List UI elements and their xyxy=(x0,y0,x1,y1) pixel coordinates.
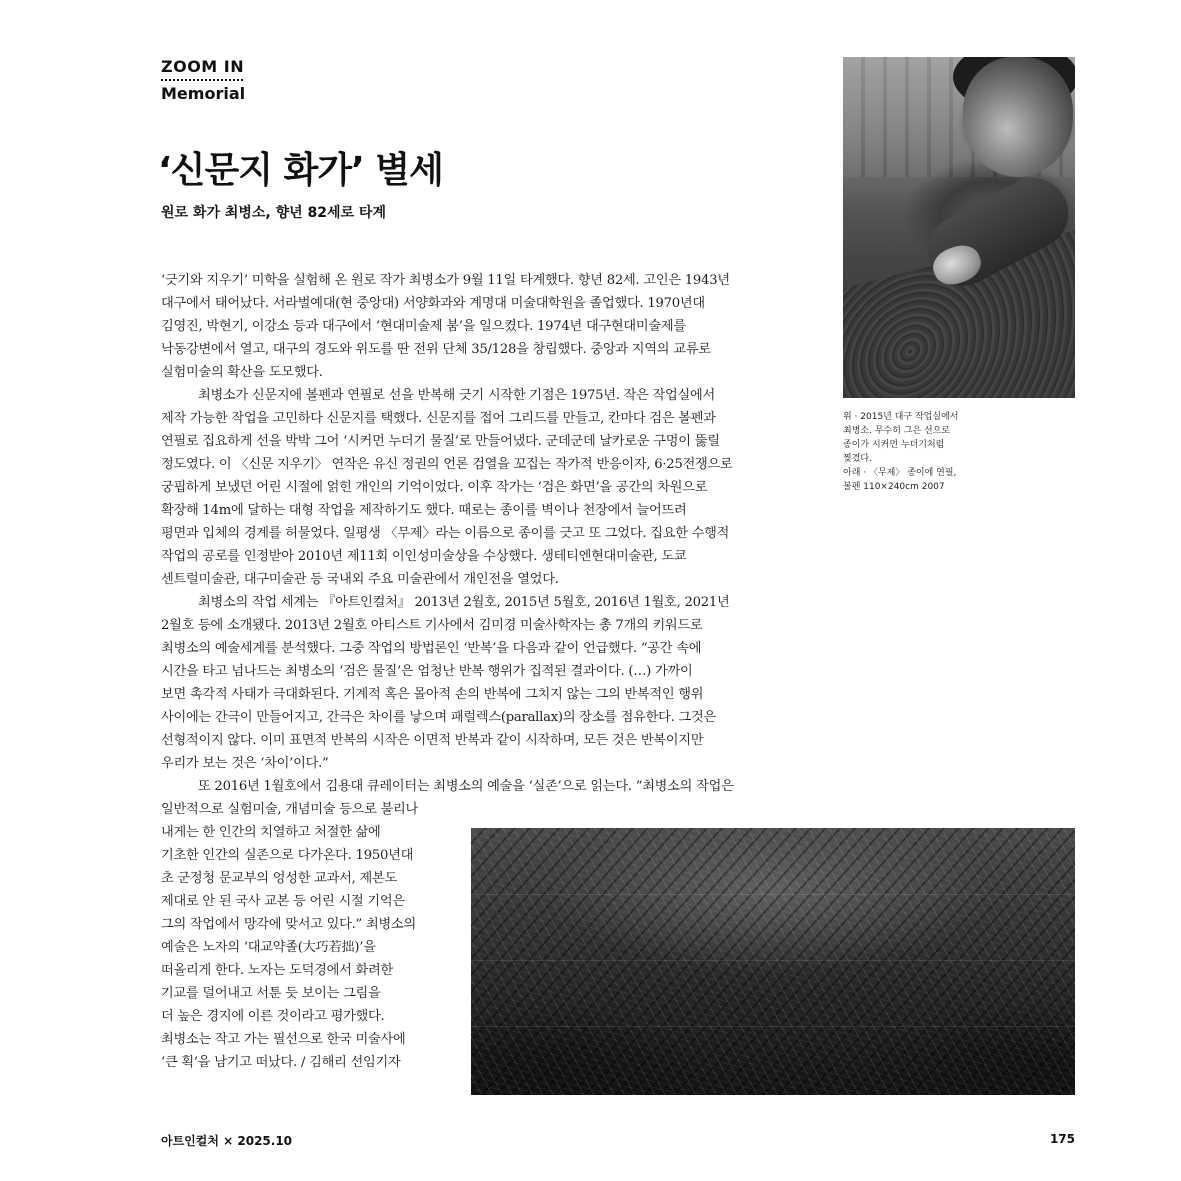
body-line: 떠올리게 한다. 노자는 도덕경에서 화려한 xyxy=(161,963,394,978)
article-headline: ‘신문지 화가’ 별세 xyxy=(158,150,443,191)
body-line: 예술은 노자의 ‘대교약졸(大巧若拙)’을 xyxy=(161,940,376,955)
caption-line: 볼펜 110×240cm 2007 xyxy=(843,482,945,492)
body-line: 센트럴미술관, 대구미술관 등 국내외 주요 미술관에서 개인전을 열었다. xyxy=(161,572,559,587)
body-line: 제작 가능한 작업을 고민하다 신문지를 택했다. 신문지를 접어 그리드를 만들고, 칸마다 검은 볼펜과 xyxy=(161,411,716,426)
article-subhead: 원로 화가 최병소, 향년 82세로 타계 xyxy=(161,205,386,221)
body-line: ‘긋기와 지우기’ 미학을 실험해 온 원로 작가 최병소가 9월 11일 타계했다. 향년 82세. 고인은 1943년 xyxy=(161,273,730,288)
artwork-seam xyxy=(471,1026,1075,1027)
photo-caption xyxy=(843,410,958,494)
body-line: 사이에는 간극이 만들어지고, 간극은 차이를 낳으며 패럴렉스(parallax)의 장소를 점유한다. 그것은 xyxy=(161,710,716,725)
body-line: 기초한 인간의 실존으로 다가온다. 1950년대 xyxy=(161,848,414,863)
caption-line: 종이가 시커먼 누더기처럼 xyxy=(843,440,945,450)
body-line: 연필로 집요하게 선을 박박 그어 ‘시커먼 누더기 물질’로 만들어냈다. 군데군데 날카로운 구멍이 뚫릴 xyxy=(161,434,720,449)
body-line: 일반적으로 실험미술, 개념미술 등으로 불리나 xyxy=(161,802,419,817)
photo-artist-head xyxy=(963,57,1073,177)
artwork-seam xyxy=(471,960,1075,961)
body-line: 평면과 입체의 경계를 허물었다. 일평생 〈무제〉라는 이름으로 종이를 긋고 또 그었다. 집요한 수행적 xyxy=(161,526,730,541)
body-line: 그의 작업에서 망각에 맞서고 있다.” 최병소의 xyxy=(161,917,416,932)
body-line: 우리가 보는 것은 ‘차이’이다.” xyxy=(161,756,329,771)
body-line: 작업의 공로를 인정받아 2010년 제11회 이인성미술상을 수상했다. 생테티엔현대미술관, 도쿄 xyxy=(161,549,687,564)
body-line: 시간을 타고 넘나드는 최병소의 ‘검은 물질’은 엄청난 반복 행위가 집적된 결과이다. (…) 가까이 xyxy=(161,664,693,679)
body-line: 선형적이지 않다. 이미 표면적 반복의 시작은 이면적 반복과 같이 시작하며, 모든 것은 반복이지만 xyxy=(161,733,704,748)
artwork-seam xyxy=(471,894,1075,895)
section-name: ZOOM IN xyxy=(161,57,245,76)
body-line: 김영진, 박현기, 이강소 등과 대구에서 ‘현대미술제 붐’을 일으켰다. 1974년 대구현대미술제를 xyxy=(161,319,686,334)
caption-line: 찢겼다. xyxy=(843,454,872,464)
section-subname: Memorial xyxy=(161,84,246,103)
body-line: 최병소가 신문지에 볼펜과 연필로 선을 반복해 긋기 시작한 기점은 1975년. 작은 작업실에서 xyxy=(198,388,715,403)
body-line: 보면 촉각적 사태가 극대화된다. 기계적 혹은 몰아적 손의 반복에 그치지 않는 그의 반복적인 행위 xyxy=(161,687,704,702)
body-line: 기교를 덜어내고 서툰 듯 보이는 그림을 xyxy=(161,986,381,1001)
body-line: 초 군정청 문교부의 엉성한 교과서, 제본도 xyxy=(161,871,397,886)
page-number: 175 xyxy=(1049,1132,1075,1146)
body-line: 실험미술의 확산을 도모했다. xyxy=(161,365,323,380)
body-line: 정도였다. 이 〈신문 지우기〉 연작은 유신 정권의 언론 검열을 꼬집는 작가적 반응이자, 6·25전쟁으로 xyxy=(161,457,733,472)
body-line: ‘큰 획’을 남기고 떠났다. / 김해리 선임기자 xyxy=(161,1055,401,1070)
body-line: 제대로 안 된 국사 교본 등 어린 시절 기억은 xyxy=(161,894,405,909)
body-line: 확장해 14m에 달하는 대형 작업을 제작하기도 했다. 때로는 종이를 벽이나 천장에서 늘어뜨려 xyxy=(161,503,687,518)
body-line: 최병소의 작업 세계는 『아트인컬처』 2013년 2월호, 2015년 5월호, 2016년 1월호, 2021년 xyxy=(198,595,730,610)
caption-line: 최병소. 무수히 그은 선으로 xyxy=(843,426,951,436)
section-label xyxy=(161,57,245,104)
footer-publication: 아트인컬처 × 2025.10 xyxy=(161,1134,293,1148)
body-line: 최병소의 예술세계를 분석했다. 그중 작업의 방법론인 ‘반복’을 다음과 같이 언급했다. “공간 속에 xyxy=(161,641,702,656)
dotted-divider xyxy=(161,79,243,81)
artwork-texture xyxy=(471,828,1075,1095)
artist-photo xyxy=(843,57,1075,398)
body-line: 최병소는 작고 가는 필선으로 한국 미술사에 xyxy=(161,1032,406,1047)
body-line: 궁핍하게 보냈던 어린 시절에 얽힌 개인의 기억이었다. 이후 작가는 ‘검은 화면’을 공간의 차원으로 xyxy=(161,480,708,495)
artwork-photo xyxy=(471,828,1075,1095)
caption-line: 아래 · 〈무제〉 종이에 연필, xyxy=(843,468,957,478)
body-line: 더 높은 경지에 이른 것이라고 평가했다. xyxy=(161,1009,385,1024)
body-line: 또 2016년 1월호에서 김용대 큐레이터는 최병소의 예술을 ‘실존’으로 읽는다. “최병소의 작업은 xyxy=(198,779,734,794)
body-line: 내게는 한 인간의 치열하고 처절한 삶에 xyxy=(161,825,381,840)
body-line: 낙동강변에서 열고, 대구의 경도와 위도를 딴 전위 단체 35/128을 창립했다. 중앙과 지역의 교류로 xyxy=(161,342,711,357)
caption-line: 위 · 2015년 대구 작업실에서 xyxy=(843,412,959,422)
body-line: 대구에서 태어났다. 서라벌예대(현 중앙대) 서양화과와 계명대 미술대학원을 졸업했다. 1970년대 xyxy=(161,296,705,311)
body-line: 2월호 등에 소개됐다. 2013년 2월호 아티스트 기사에서 김미경 미술사학자는 총 7개의 키워드로 xyxy=(161,618,703,633)
